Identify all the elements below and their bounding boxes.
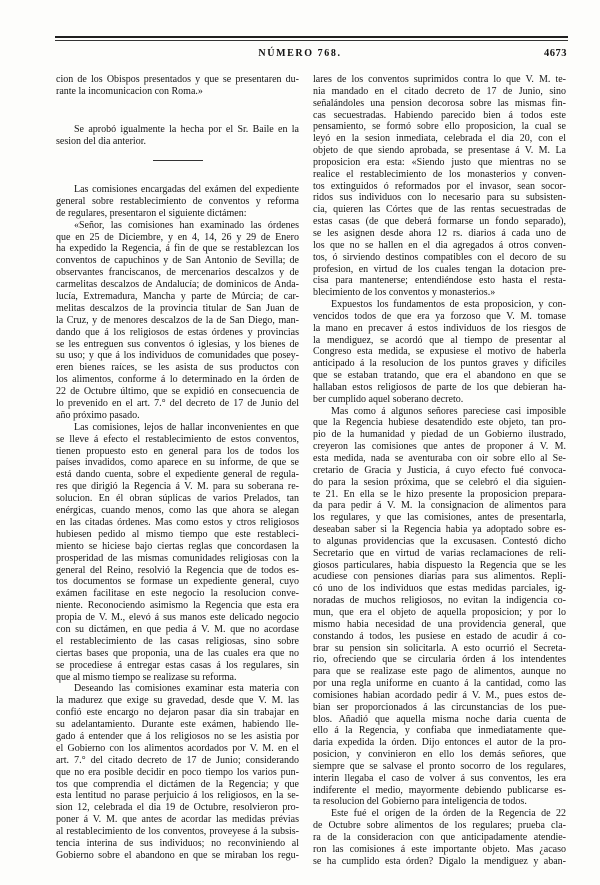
- text-line: Este fué el orígen de la órden de la Regencia de 22: [331, 808, 566, 820]
- left-column-body: [56, 184, 299, 862]
- text-line: lo prevenido en el art. 7.° del decreto de 17 de Junio del: [56, 398, 299, 410]
- text-line: Se aprobó igualmente la hecha por el Sr. Baile en la: [74, 124, 299, 135]
- paragraph: [56, 683, 299, 861]
- paragraph: [56, 184, 299, 220]
- text-line: Congreso esta medida, se expusiese el motivo de haberla: [313, 346, 566, 358]
- left-column-carryover: [56, 74, 299, 98]
- text-line: constando á todos, les pusiese en estado de acudir á co-: [313, 630, 566, 642]
- text-line: indiferente el medio, mayormente debiendo publicarse es-: [313, 784, 566, 796]
- paragraph: [313, 808, 566, 867]
- right-column: [313, 74, 566, 868]
- text-line: la madurez que exige su gravedad, desde que V. M. las: [56, 695, 299, 707]
- text-line: los que no se hallen en el dia agregados á otros conven-: [313, 239, 566, 251]
- text-line: noradas de muchos religiosos, no evitan la indigencia co-: [313, 595, 566, 607]
- text-line: cisa para mantenerse; entendiéndose esto hasta el resta-: [313, 275, 566, 287]
- text-line: está dando cuenta, sobre el expediente general de regula-: [56, 469, 299, 481]
- text-line: posicion, y convinieron en ello los demás señores, que: [313, 749, 566, 761]
- text-line: hallaban estos religiosos de parte de los que debieran ha-: [313, 381, 566, 393]
- text-line: se procediese á entregar estas casas á los regulares, sin: [56, 659, 299, 671]
- text-line: cretario de Gracia y Justicia, á cuyo efecto fué convoca-: [313, 464, 566, 476]
- text-line: tos documentos se formase un expediente general, cuyo: [56, 576, 299, 588]
- text-line: có uno de los individuos que estas medidas parciales, ig-: [313, 583, 566, 595]
- text-line: conventos de capuchinos y de San Antonio de Sevilla; de: [56, 255, 299, 267]
- text-line: que al mismo tiempo se realizase su reforma.: [56, 671, 237, 683]
- text-line: lares de los conventos suprimidos contra lo que V. M. te-: [313, 74, 566, 85]
- text-line: melitas descalzos de la provincia titular de San Juan de: [56, 302, 299, 314]
- text-line: cas secuestradas. Habiendo parecido bien á todos este: [313, 109, 566, 121]
- text-line: mismo habia necesidad de una providencia general, que: [313, 618, 566, 630]
- paragraph: [56, 124, 299, 148]
- text-line: para que se realizase este pago de alimentos, aunque no: [313, 666, 566, 678]
- text-line: su adelantamiento. Durante este exámen, habiendo lle-: [56, 719, 299, 731]
- text-line: ron las comisiones á este importante objeto. Mas ¿acaso: [313, 843, 566, 855]
- text-line: art. 7.° del citado decreto de 17 de Junio; considerando: [56, 754, 299, 766]
- text-line: te 21. En ella se le hizo presente la proposicion prepara-: [313, 488, 566, 500]
- text-line: dando que á los religiosos de estas órdenes y provincias: [56, 326, 299, 338]
- text-line: que la Regencia hubiese desatendido este objeto, tan pro-: [313, 417, 566, 429]
- section-divider: [153, 160, 203, 161]
- text-line: se les entreguen sus conventos ó iglesias, y los bienes de: [56, 338, 299, 350]
- paragraph: [313, 299, 566, 406]
- text-line: brar su pension sin solicitarla. A esto ocurrió el Secreta-: [313, 642, 566, 654]
- text-line: los alimentos, conforme á lo determinado en la órden de: [56, 374, 299, 386]
- text-line: de regulares, presentaron el siguiente dictámen:: [56, 207, 247, 219]
- text-line: mun, que era el objeto de aquella proposicion; y por lo: [313, 606, 566, 618]
- text-line: la mano en precaver á estos individuos de los riesgos de: [313, 322, 566, 334]
- text-line: exámen facilitase en este negocio la resolucion conve-: [56, 588, 299, 600]
- text-line: estas casas (de que deberá formarse un fondo separado),: [313, 216, 566, 228]
- text-line: tencia interina de sus individuos; no reconviniendo al: [56, 837, 299, 849]
- text-line: enérgicas, cuando menos, como las que ahora se alegan: [56, 505, 299, 517]
- text-line: su uso; y que á los individuos de comunidades que posey-: [56, 350, 299, 362]
- text-line: año próximo pasado.: [56, 409, 140, 421]
- header-rule-thin: [55, 40, 568, 41]
- paragraph: [313, 74, 566, 299]
- text-line: giosos particulares, habia dispuesto la Regencia que se les: [313, 559, 566, 571]
- text-line: «Señor, las comisiones han examinado las órdenes: [74, 219, 299, 231]
- text-line: ta resolucion del Gobierno para inteligencia de todos.: [313, 796, 527, 808]
- text-line: Expuestos los fundamentos de esta proposicion, y con-: [331, 299, 566, 311]
- text-line: do para la sesion próxima, que se celebró el dia siguien-: [313, 476, 566, 488]
- text-line: en las citadas órdenes. Mas como estos y ctros religiosos: [56, 516, 299, 528]
- text-line: la mendiguez, se acordó que al tiempo de presentar al: [313, 334, 566, 346]
- text-line: se les asignen desde ahora 12 rs. diarios á cada uno de: [313, 227, 566, 239]
- text-line: acudiese con pensiones diarias para sus alimentos. Repli-: [313, 571, 566, 583]
- text-line: daria expedida la órden. Dijo entonces el autor de la pro-: [313, 737, 566, 749]
- page-number: 4673: [544, 48, 567, 59]
- text-line: que se estaban tratando, que era el abandono en que se: [313, 370, 566, 382]
- text-line: vencidos todos de que era ya forzoso que V. M. tomase: [313, 310, 566, 322]
- text-line: que no era posible decidir en poco tiempo los varios pun-: [56, 766, 299, 778]
- text-line: que en 25 de Diciembre, y en 4, 14, 26 y 29 de Enero: [56, 231, 299, 243]
- header-rule: [55, 36, 568, 38]
- text-line: observantes franciscanos, de mercenarios descalzos y de: [56, 267, 299, 279]
- text-line: esta lentitud no parase perjuicio á los religiosos, en la se-: [56, 790, 299, 802]
- paragraph: [56, 422, 299, 684]
- text-line: cion de los Obispos presentados y que se presentaren du-: [56, 74, 299, 85]
- text-line: Las comisiones encargadas del exámen del expediente: [74, 184, 299, 195]
- text-line: de Octubre sobre alimentos de los regulares; prueba cla-: [313, 820, 566, 832]
- text-line: objeto de que siendo aprobada, se presentase á V. M. La: [313, 145, 566, 157]
- text-line: tienen propuesto esto en general para los de todos los: [56, 445, 299, 457]
- text-line: 22 de Octubre último, que se expidió en consecuencia de: [56, 386, 299, 398]
- issue-number: NÚMERO 768.: [258, 48, 342, 59]
- text-line: ridos sus individuos con lo necesario para su subsisten-: [313, 192, 566, 204]
- text-line: la Cruz, y de menores descalzos de la de San Diego, man-: [56, 314, 299, 326]
- text-line: realice el restablecimiento de los monasterios y conven-: [313, 168, 566, 180]
- text-line: miento se hiciese bajo ciertas reglas que concordasen la: [56, 540, 299, 552]
- text-line: sesion del dia anterior.: [56, 135, 146, 147]
- text-line: Secretario que en virtud de varias reclamaciones de reli-: [313, 547, 566, 559]
- text-line: general del Reino, resolvió la Regencia que de todos es-: [56, 564, 299, 576]
- text-line: res que dirigió la Regencia á V. M. para su soberana re-: [56, 481, 299, 493]
- text-line: solucion. En él obran súplicas de varios Prelados, tan: [56, 493, 299, 505]
- text-line: siempre que se salvase el pronto socorro de los regulares,: [313, 760, 566, 772]
- text-line: pensamiento, se formó sobre ello proposicion, la cual se: [313, 121, 566, 133]
- text-line: ciertas bases que proponia, una de las cuales era que no: [56, 647, 299, 659]
- text-line: da para pedir á V. M. la consignacion de alimentos para: [313, 500, 566, 512]
- text-line: carmelitas descalzos de Andalucía; de dominicos de Anda-: [56, 279, 299, 291]
- text-line: esta medida, nada se aventuraba con oir sobre ello al Se-: [313, 453, 566, 464]
- text-line: prosperidad de las mismas comunidades religiosas con la: [56, 552, 299, 564]
- text-line: se ha cumplido esta órden? Digalo la mendiguez y aban-: [313, 855, 566, 867]
- text-line: Las comisiones, lejos de hallar inconvenientes en que: [74, 421, 299, 433]
- paragraph: [56, 220, 299, 422]
- text-line: eren bienes raíces, se les asista de sus productos con: [56, 362, 299, 374]
- text-line: Deseando las comisiones examinar esta materia con: [74, 683, 299, 695]
- text-line: nia mandado en el citado decreto de 17 de Junio, sino: [313, 85, 566, 97]
- text-line: sion 12, celebrada el dia 19 de Octubre, resolvieron pro-: [56, 802, 299, 814]
- text-line: rante la incomunicacion con Roma.»: [56, 85, 203, 97]
- text-line: tos que comprendia el dictámen de la Regencia; y que: [56, 778, 299, 790]
- text-line: el Gobierno con los alimentos acordados por V. M. en el: [56, 742, 299, 754]
- paragraph: [313, 406, 566, 809]
- text-line: comisiones habian acordado pedir á V. M., pues estos de-: [313, 689, 566, 701]
- text-line: propia de V. M., elevó á sus manos este delicado negocio: [56, 612, 299, 624]
- text-line: creyeron las comisiones que antes de proponer á V. M.: [313, 441, 566, 453]
- text-line: poner á V. M. que antes de acordar las medidas prévias: [56, 814, 299, 826]
- text-line: lucía, Extremadura, Mancha y parte de Múrcia; de car-: [56, 291, 299, 303]
- text-line: ha expedido la Regencia, á fin de que se restablezcan los: [56, 243, 299, 255]
- text-line: señalándoles una pension decorosa sobre las mismas fin-: [313, 97, 566, 109]
- paragraph: [56, 74, 299, 98]
- session-note: [56, 124, 299, 148]
- text-line: bian ser proporcionados á las circunstancias de los pue-: [313, 701, 566, 713]
- text-line: leyó en la sesion inmediata, celebrada el dia 20, con el: [313, 133, 566, 145]
- text-line: hubiesen pedido al mismo tiempo que este restableci-: [56, 528, 299, 540]
- text-line: cia, quieren las Córtes que de las rentas secuestradas de: [313, 204, 566, 216]
- text-line: blecimiento de los conventos y monasterios.»: [313, 287, 496, 299]
- text-line: general sobre restablecimiento de conventos y reforma: [56, 195, 299, 207]
- text-line: Gobierno sobre el abandono en que se miraban los regu-: [56, 849, 299, 861]
- text-line: niente. Reconociendo asimismo la Regencia que esta era: [56, 600, 299, 612]
- text-line: rio, ofreciendo que se circularia órden á los intendentes: [313, 654, 566, 666]
- text-line: deseaban saber si la Regencia habia ya adoptado sobre es-: [313, 524, 566, 536]
- text-line: tos, ó sirviendo destinos compatibles con el decoro de su: [313, 251, 566, 263]
- text-line: blos. Añadió que aquella misma noche daria cuenta de: [313, 713, 566, 725]
- text-line: los regulares, y que las comisiones, antes de presentarla,: [313, 512, 566, 524]
- text-line: por una regla uniforme en cuanto á la cantidad, como las: [313, 678, 566, 690]
- text-line: profesion, en virtud de los cuales tengan la dotacion pre-: [313, 263, 566, 275]
- text-line: to algunas providencias que la excusasen. Contestó dicho: [313, 535, 566, 547]
- text-line: ello á la Regencia, y confiaba que inmediatamente que-: [313, 725, 566, 737]
- text-line: al restablecimiento de los conventos, proveyese á la subsis-: [56, 826, 299, 838]
- text-line: pio de la humanidad y piedad de un Gobierno ilustrado,: [313, 429, 566, 441]
- text-line: Mas como á algunos señores pareciese casi imposible: [331, 405, 566, 417]
- text-line: el restablecimiento de las casas religiosas, sino sobre: [56, 635, 299, 647]
- text-line: anticipado á la resolucion de los puntos graves y difíciles: [313, 358, 566, 370]
- text-line: tos extinguidos ó reformados por el invasor, sean socor-: [313, 180, 566, 192]
- text-line: interin llegaba el caso de volver á sus conventos, les era: [313, 772, 566, 784]
- text-line: se lleve á efecto el restablecimiento de estos conventos,: [56, 433, 299, 445]
- text-line: países invadidos, como aparece en su informe, de que se: [56, 457, 299, 469]
- text-line: con su dictámen, en que pedia á V. M. que no acordase: [56, 623, 299, 635]
- text-line: proposicion era esta: «Siendo justo que mientras no se: [313, 156, 566, 168]
- text-line: ra de la consideracion con que anticipadamente atendie-: [313, 832, 566, 843]
- text-line: confió este encargo no dejaron pasar dia sin trabajar en: [56, 707, 299, 719]
- text-line: gado á entender que á los religiosos no se les asistia por: [56, 730, 299, 742]
- text-line: ber cumplido aquel soberano decreto.: [313, 393, 464, 405]
